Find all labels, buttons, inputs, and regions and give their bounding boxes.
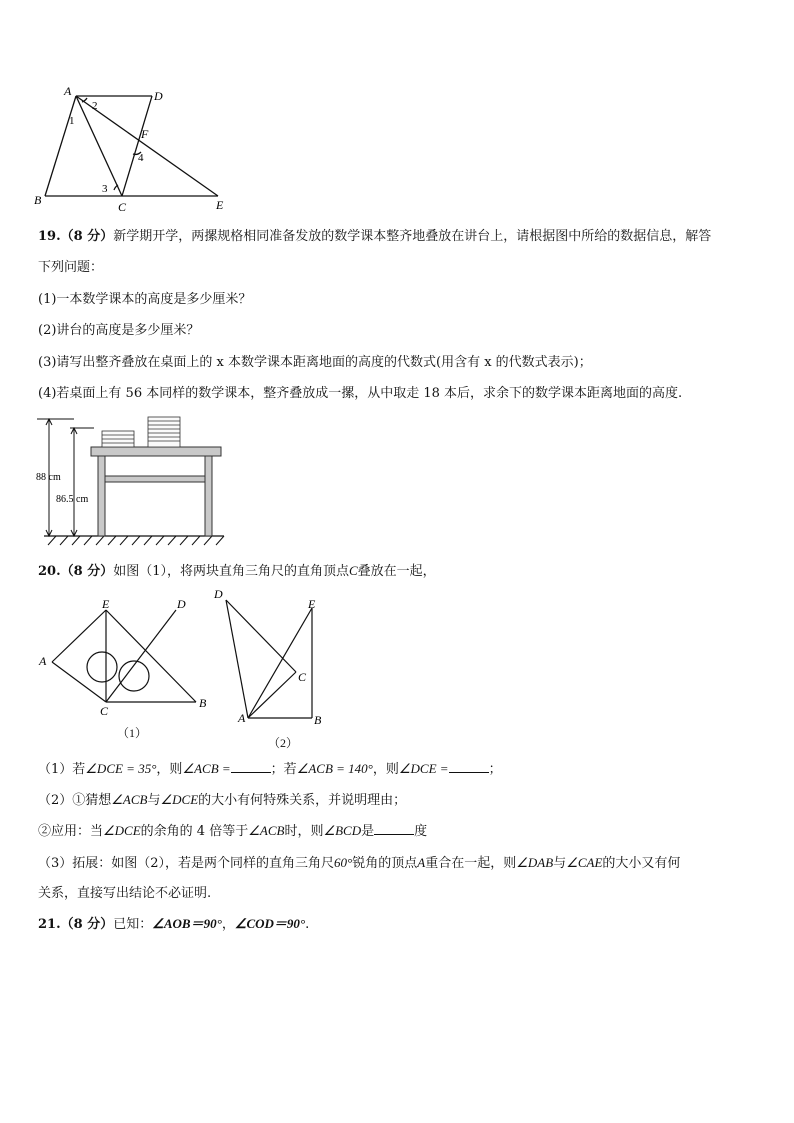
fig2-caption: （2） bbox=[268, 736, 299, 750]
q20-sub2 bbox=[38, 791, 406, 810]
q21-text-c: . bbox=[305, 917, 310, 932]
label-86-5cm: 86.5 cm bbox=[56, 494, 89, 505]
fig1-label-A: A bbox=[39, 654, 47, 668]
angle-label-4: 4 bbox=[138, 152, 144, 164]
q20-intro-a: 如图（1），将两块直角三角尺的直角顶点 bbox=[113, 564, 349, 579]
figure-20-2 bbox=[214, 586, 333, 727]
answer-blank-acb[interactable] bbox=[231, 760, 271, 773]
segment-AC bbox=[76, 96, 122, 196]
fig1-label-D: D bbox=[177, 597, 186, 611]
q20-s4-text-a: （3）拓展：如图（2），若是两个同样的直角三角尺 bbox=[38, 856, 335, 871]
desk-top bbox=[91, 447, 221, 456]
figure-desk-with-books bbox=[34, 414, 234, 549]
segment-DC bbox=[226, 600, 296, 672]
desk-crossbar bbox=[105, 476, 205, 482]
q19-number: 19.（8 分） bbox=[38, 229, 114, 244]
q20-s4-expr2: A bbox=[417, 855, 426, 870]
q20-s2-text-a: （2）①猜想 bbox=[38, 793, 112, 808]
segment-EB bbox=[106, 610, 196, 702]
q20-s4-expr3: ∠DAB bbox=[516, 855, 554, 870]
q20-sub3 bbox=[38, 822, 427, 841]
q20-s4-expr1: 60° bbox=[334, 855, 353, 870]
q19-line1 bbox=[38, 228, 711, 246]
q20-line1 bbox=[38, 562, 436, 581]
circle-left bbox=[87, 652, 117, 682]
q20-intro-b: 叠放在一起， bbox=[357, 564, 436, 579]
q20-s4-text-b: 锐角的顶点 bbox=[352, 856, 418, 871]
q20-sub4 bbox=[38, 854, 680, 873]
segment-AB bbox=[45, 96, 76, 196]
ground-hatching bbox=[48, 536, 224, 545]
q21-line1 bbox=[38, 915, 309, 934]
label-D: D bbox=[154, 89, 163, 103]
book-stack-large bbox=[148, 417, 180, 447]
q20-s3-text-d: 是 bbox=[361, 824, 375, 839]
q20-s3-text-b: 的余角的 4 倍等于 bbox=[140, 824, 249, 839]
q20-s1-expr3: ∠ACB = 140° bbox=[296, 761, 373, 776]
q19-line2: 下列问题： bbox=[38, 260, 104, 275]
q19-text-1: 新学期开学，两摞规格相同准备发放的数学课本整齐地叠放在讲台上，请根据图中所给的数据信息，解答 bbox=[113, 229, 712, 244]
q20-s1-text-e: ； bbox=[488, 762, 502, 777]
q20-s1-text-c: ；若 bbox=[270, 762, 297, 777]
q20-intro-c: C bbox=[348, 563, 358, 578]
q20-s1-text-b: ，则 bbox=[156, 762, 183, 777]
q21-number: 21.（8 分） bbox=[38, 917, 114, 932]
q21-text-b: ， bbox=[221, 917, 235, 932]
fig2-label-E: E bbox=[308, 597, 316, 611]
label-B: B bbox=[34, 193, 42, 207]
q20-s2-expr1: ∠ACB bbox=[111, 792, 148, 807]
q20-s3-expr2: ∠ACB bbox=[248, 823, 285, 838]
fig1-label-E: E bbox=[102, 597, 110, 611]
q20-s3-text-a: ②应用：当 bbox=[38, 824, 104, 839]
q20-number: 20.（8 分） bbox=[38, 564, 114, 579]
segment-AD bbox=[226, 600, 248, 718]
q21-expr1: ∠AOB＝90° bbox=[152, 916, 222, 931]
q20-s1-expr4: ∠DCE = bbox=[398, 761, 449, 776]
angle-label-1: 1 bbox=[69, 115, 75, 127]
q20-s1-text-a: （1）若 bbox=[38, 762, 86, 777]
figure-20-1 bbox=[36, 594, 216, 724]
label-88cm: 88 cm bbox=[36, 472, 61, 483]
q20-s4-text-e: 的大小又有何 bbox=[602, 856, 681, 871]
q20-s1-expr2: ∠ACB = bbox=[182, 761, 231, 776]
q20-s3-text-c: 时，则 bbox=[284, 824, 324, 839]
segment-CD bbox=[106, 610, 176, 702]
fig1-label-B: B bbox=[199, 696, 207, 710]
answer-blank-dce[interactable] bbox=[449, 760, 489, 773]
answer-blank-bcd[interactable] bbox=[374, 822, 414, 835]
segment-AE bbox=[248, 608, 312, 718]
q20-s4-text-d: 与 bbox=[553, 856, 567, 871]
q20-s4-text-c: 重合在一起，则 bbox=[425, 856, 517, 871]
q20-s2-expr2: ∠DCE bbox=[160, 792, 199, 807]
angle-label-2: 2 bbox=[92, 100, 98, 112]
fig2-label-B: B bbox=[314, 713, 322, 727]
q19-part1: (1)一本数学课本的高度是多少厘米？ bbox=[38, 292, 252, 307]
q20-sub4-line2: 关系，直接写出结论不必证明. bbox=[38, 886, 212, 901]
q20-s1-text-d: ，则 bbox=[372, 762, 399, 777]
fig2-label-C: C bbox=[298, 670, 307, 684]
q19-part4: (4)若桌面上有 56 本同样的数学课本，整齐叠放成一摞，从中取走 18 本后，求余下的数学课本距离地面的高度. bbox=[38, 386, 683, 401]
fig2-label-D: D bbox=[214, 587, 223, 601]
q20-s3-expr3: ∠BCD bbox=[323, 823, 362, 838]
q20-s1-expr1: ∠DCE = 35° bbox=[85, 761, 157, 776]
desk-leg-left bbox=[98, 456, 105, 536]
q19-part2: (2)讲台的高度是多少厘米？ bbox=[38, 323, 200, 338]
label-F: F bbox=[141, 127, 149, 141]
q20-sub1 bbox=[38, 760, 502, 779]
label-C: C bbox=[118, 200, 127, 214]
segment-AE bbox=[52, 610, 106, 662]
fig2-label-A: A bbox=[238, 711, 246, 725]
q20-s2-text-b: 与 bbox=[147, 793, 161, 808]
q20-s3-text-e: 度 bbox=[414, 824, 428, 839]
q20-s4-expr4: ∠CAE bbox=[566, 855, 603, 870]
desk-leg-right bbox=[205, 456, 212, 536]
book-stack-small bbox=[102, 431, 134, 447]
fig1-caption: （1） bbox=[117, 726, 148, 740]
q20-s3-expr1: ∠DCE bbox=[103, 823, 141, 838]
q21-text-a: 已知： bbox=[113, 917, 153, 932]
label-E: E bbox=[216, 198, 224, 212]
segment-AC bbox=[248, 672, 296, 718]
q19-part3: (3)请写出整齐叠放在桌面上的 x 本数学课本距离地面的高度的代数式(用含有 x 的代数式表示)； bbox=[38, 355, 592, 370]
figure-parallelogram bbox=[30, 84, 240, 214]
label-A: A bbox=[64, 84, 72, 98]
fig1-label-C: C bbox=[100, 704, 109, 718]
q21-expr2: ∠COD＝90° bbox=[234, 916, 306, 931]
angle-label-3: 3 bbox=[102, 183, 108, 195]
q20-s2-text-c: 的大小有何特殊关系，并说明理由； bbox=[198, 793, 407, 808]
